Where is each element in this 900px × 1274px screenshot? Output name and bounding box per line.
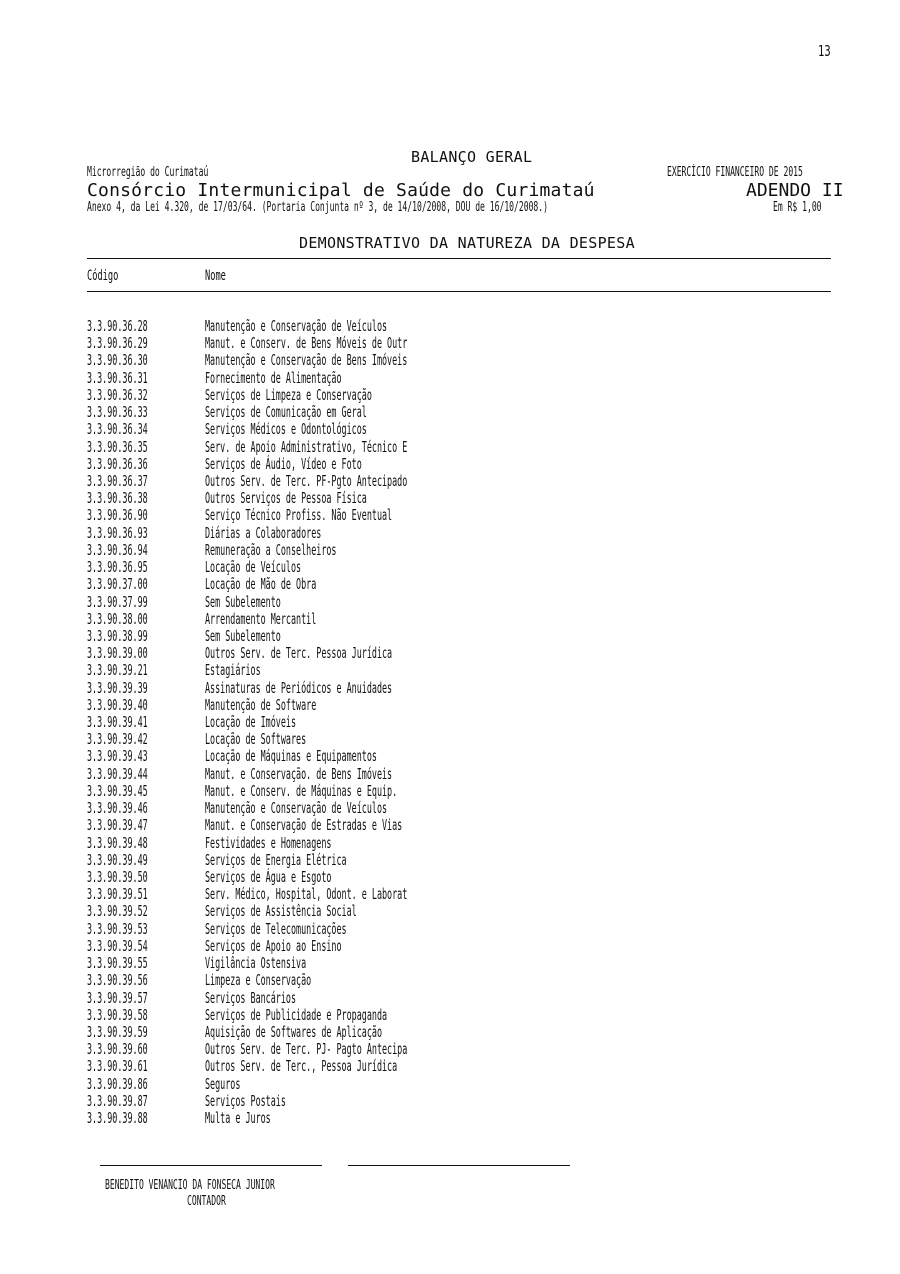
region-label: Microrregião do Curimataú xyxy=(87,165,209,180)
row-name: Manutenção e Conservação de Veículos xyxy=(205,317,388,335)
row-name: Serviços de Áudio, Vídeo e Foto xyxy=(205,454,362,473)
row-code: 3.3.90.36.36 xyxy=(87,454,148,473)
row-code: 3.3.90.39.60 xyxy=(87,1040,148,1059)
row-code: 3.3.90.39.46 xyxy=(87,799,148,818)
row-code: 3.3.90.39.88 xyxy=(87,1109,148,1128)
row-code: 3.3.90.36.38 xyxy=(87,489,148,508)
row-code: 3.3.90.39.59 xyxy=(87,1022,148,1041)
row-name: Estagiários xyxy=(205,661,261,680)
row-code: 3.3.90.39.87 xyxy=(87,1091,148,1110)
row-code: 3.3.90.39.86 xyxy=(87,1074,148,1093)
row-code: 3.3.90.39.54 xyxy=(87,936,148,955)
row-code: 3.3.90.39.50 xyxy=(87,868,148,886)
row-name: Outros Serv. de Terc. PF-Pgto Antecipado xyxy=(205,471,408,490)
row-code: 3.3.90.39.44 xyxy=(87,764,148,783)
row-name: Serviços de Comunicação em Geral xyxy=(205,403,367,422)
row-code: 3.3.90.39.56 xyxy=(87,971,148,990)
row-name: Vigilância Ostensiva xyxy=(205,954,307,973)
row-name: Manut. e Conserv. de Máquinas e Equip. xyxy=(205,781,398,800)
row-code: 3.3.90.36.29 xyxy=(87,334,148,353)
row-name: Diárias a Colaboradores xyxy=(205,523,322,542)
row-name: Manut. e Conserv. de Bens Móveis de Outr xyxy=(205,334,408,353)
row-name: Serv. Médico, Hospital, Odont. e Laborat xyxy=(205,885,408,904)
row-code: 3.3.90.36.37 xyxy=(87,471,148,490)
row-code: 3.3.90.39.48 xyxy=(87,833,148,852)
row-code: 3.3.90.36.95 xyxy=(87,558,148,577)
row-code: 3.3.90.39.51 xyxy=(87,885,148,904)
row-code: 3.3.90.38.99 xyxy=(87,626,148,645)
row-name: Outros Serviços de Pessoa Física xyxy=(205,489,367,508)
row-code: 3.3.90.39.53 xyxy=(87,919,148,938)
header-rule-bottom xyxy=(87,291,831,292)
row-name: Limpeza e Conservação xyxy=(205,971,312,990)
row-code: 3.3.90.36.31 xyxy=(87,368,148,387)
row-name: Locação de Softwares xyxy=(205,730,307,749)
row-name: Festividades e Homenagens xyxy=(205,833,332,852)
row-name: Serviços de Energia Elétrica xyxy=(205,850,347,869)
currency-label: Em R$ 1,00 xyxy=(773,200,822,215)
adendo-label: ADENDO II xyxy=(746,180,844,201)
column-header-name: Nome xyxy=(205,268,226,284)
row-code: 3.3.90.39.45 xyxy=(87,781,148,800)
row-code: 3.3.90.36.35 xyxy=(87,437,148,456)
row-code: 3.3.90.36.94 xyxy=(87,540,148,559)
row-name: Sem Subelemento xyxy=(205,592,281,611)
signer-role: CONTADOR xyxy=(187,1194,226,1209)
row-name: Serviços Bancários xyxy=(205,988,297,1007)
organization-name: Consórcio Intermunicipal de Saúde do Curimataú xyxy=(87,180,595,201)
annex-reference: Anexo 4, da Lei 4.320, de 17/03/64. (Portaria Conjunta nº 3, de 14/10/2008, DOU de 16/10/2008.) xyxy=(87,200,548,215)
row-code: 3.3.90.39.58 xyxy=(87,1005,148,1024)
row-name: Fornecimento de Alimentação xyxy=(205,368,342,387)
row-code: 3.3.90.39.00 xyxy=(87,644,148,663)
row-name: Outros Serv. de Terc. PJ- Pagto Antecipa xyxy=(205,1040,408,1059)
row-name: Serviço Técnico Profiss. Não Eventual xyxy=(205,506,393,525)
row-name: Locação de Veículos xyxy=(205,558,302,577)
report-subtitle: DEMONSTRATIVO DA NATUREZA DA DESPESA xyxy=(299,234,635,252)
row-code: 3.3.90.39.47 xyxy=(87,816,148,835)
signature-line-right xyxy=(348,1165,570,1166)
row-name: Sem Subelemento xyxy=(205,626,281,645)
row-code: 3.3.90.38.00 xyxy=(87,609,148,628)
row-name: Manutenção e Conservação de Bens Imóveis xyxy=(205,351,408,370)
row-name: Manutenção e Conservação de Veículos xyxy=(205,799,388,818)
column-header-code: Código xyxy=(87,268,119,284)
row-name: Manut. e Conservação de Estradas e Vias xyxy=(205,816,403,835)
row-code: 3.3.90.39.43 xyxy=(87,747,148,766)
row-code: 3.3.90.36.90 xyxy=(87,506,148,525)
row-name: Locação de Máquinas e Equipamentos xyxy=(205,747,377,766)
row-code: 3.3.90.37.00 xyxy=(87,575,148,594)
row-name: Serviços de Apoio ao Ensino xyxy=(205,936,342,955)
row-code: 3.3.90.39.40 xyxy=(87,695,148,714)
row-code: 3.3.90.39.41 xyxy=(87,713,148,732)
exercise-label: EXERCÍCIO FINANCEIRO DE 2015 xyxy=(667,165,803,180)
row-code: 3.3.90.39.55 xyxy=(87,954,148,973)
row-name: Serviços de Telecomunicações xyxy=(205,919,347,938)
row-name: Serviços de Assistência Social xyxy=(205,902,357,921)
row-name: Locação de Imóveis xyxy=(205,713,297,732)
row-name: Outros Serv. de Terc., Pessoa Jurídica xyxy=(205,1057,398,1076)
row-name: Locação de Mão de Obra xyxy=(205,575,317,594)
row-code: 3.3.90.36.32 xyxy=(87,385,148,404)
row-code: 3.3.90.39.61 xyxy=(87,1057,148,1076)
row-name: Multa e Juros xyxy=(205,1109,271,1128)
report-title: BALANÇO GERAL xyxy=(411,148,533,166)
row-code: 3.3.90.39.21 xyxy=(87,661,148,680)
row-name: Serviços de Água e Esgoto xyxy=(205,868,332,886)
row-code: 3.3.90.39.49 xyxy=(87,850,148,869)
row-name: Serviços Médicos e Odontológicos xyxy=(205,420,367,439)
row-code: 3.3.90.39.39 xyxy=(87,678,148,697)
row-code: 3.3.90.36.34 xyxy=(87,420,148,439)
row-code: 3.3.90.36.33 xyxy=(87,403,148,422)
row-name: Serviços de Publicidade e Propaganda xyxy=(205,1005,388,1024)
row-code: 3.3.90.39.42 xyxy=(87,730,148,749)
row-code: 3.3.90.39.57 xyxy=(87,988,148,1007)
row-code: 3.3.90.37.99 xyxy=(87,592,148,611)
row-name: Serviços de Limpeza e Conservação xyxy=(205,385,372,404)
signer-name: BENEDITO VENANCIO DA FONSECA JUNIOR xyxy=(105,1178,275,1193)
row-name: Assinaturas de Periódicos e Anuidades xyxy=(205,678,393,697)
row-code: 3.3.90.36.28 xyxy=(87,317,148,335)
row-name: Remuneração a Conselheiros xyxy=(205,540,337,559)
row-name: Serviços Postais xyxy=(205,1091,286,1110)
row-name: Aquisição de Softwares de Aplicação xyxy=(205,1022,383,1041)
row-name: Outros Serv. de Terc. Pessoa Jurídica xyxy=(205,644,393,663)
row-code: 3.3.90.36.93 xyxy=(87,523,148,542)
row-code: 3.3.90.36.30 xyxy=(87,351,148,370)
row-name: Serv. de Apoio Administrativo, Técnico E xyxy=(205,437,408,456)
row-name: Manutenção de Software xyxy=(205,695,317,714)
page-number: 13 xyxy=(818,42,831,60)
row-code: 3.3.90.39.52 xyxy=(87,902,148,921)
row-name: Seguros xyxy=(205,1074,241,1093)
signature-line-left xyxy=(100,1165,322,1166)
row-name: Manut. e Conservação. de Bens Imóveis xyxy=(205,764,393,783)
row-name: Arrendamento Mercantil xyxy=(205,609,317,628)
header-rule-top xyxy=(87,258,831,259)
